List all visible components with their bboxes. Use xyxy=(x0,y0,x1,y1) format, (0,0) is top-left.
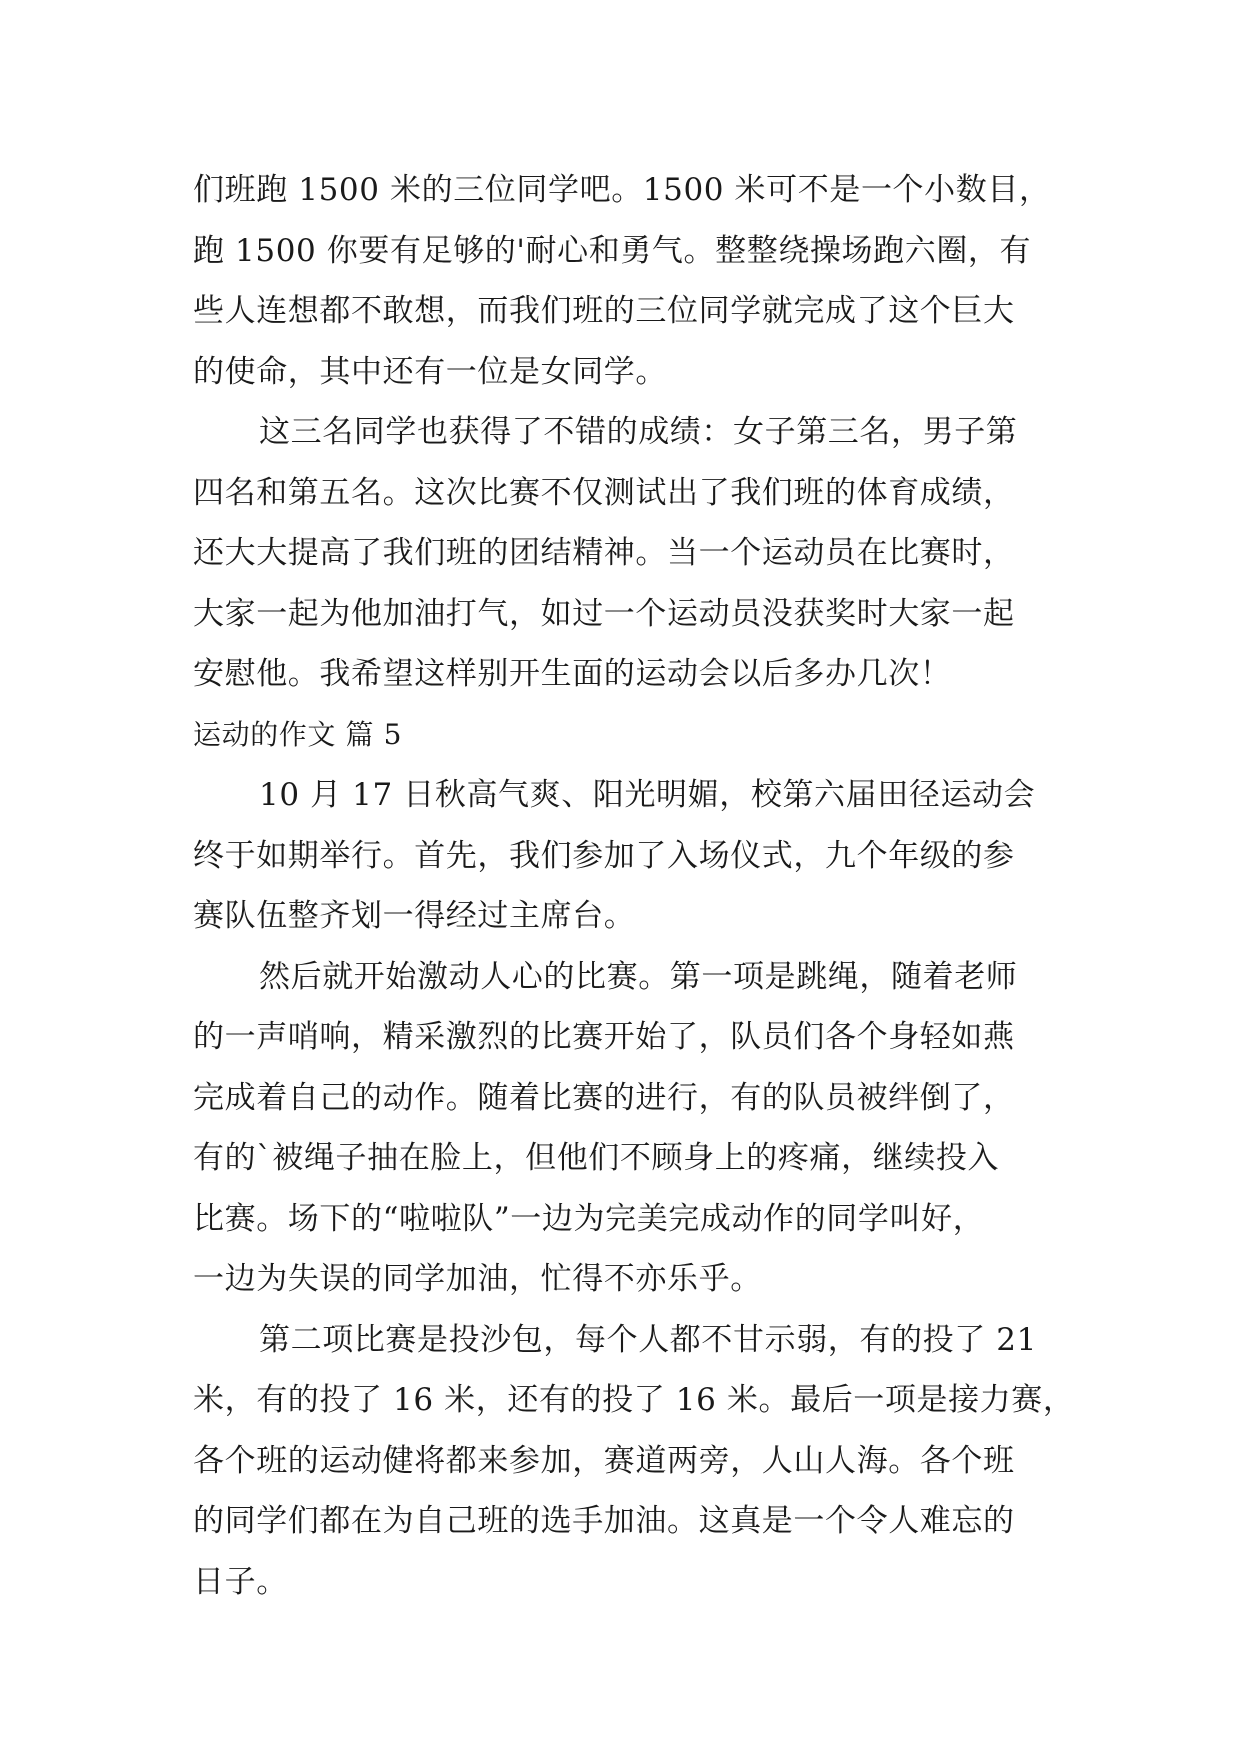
paragraph-line: 有的`被绳子抽在脸上，但他们不顾身上的疼痛，继续投入 xyxy=(193,1140,1000,1176)
paragraph-line: 这三名同学也获得了不错的成绩：女子第三名，男子第 xyxy=(259,414,1018,450)
paragraph-line: 跑 1500 你要有足够的'耐心和勇气。整整绕操场跑六圈，有 xyxy=(193,232,1032,269)
paragraph-line: 四名和第五名。这次比赛不仅测试出了我们班的体育成绩， xyxy=(193,474,1015,511)
paragraph-line: 赛队伍整齐划一得经过主席台。 xyxy=(193,898,636,934)
paragraph-line: 日子。 xyxy=(193,1563,288,1600)
paragraph-line: 第二项比赛是投沙包，每个人都不甘示弱，有的投了 21 xyxy=(259,1321,1037,1358)
paragraph-line: 各个班的运动健将都来参加，赛道两旁，人山人海。各个班 xyxy=(193,1442,1015,1479)
paragraph-line: 安慰他。我希望这样别开生面的运动会以后多办几次！ xyxy=(193,656,952,692)
paragraph-line: 比赛。场下的“啦啦队”一边为完美完成动作的同学叫好， xyxy=(193,1200,985,1237)
paragraph-line: 终于如期举行。首先，我们参加了入场仪式，九个年级的参 xyxy=(193,837,1015,874)
paragraph-line: 的一声哨响，精采激烈的比赛开始了，队员们各个身轻如燕 xyxy=(193,1019,1015,1055)
paragraph-line: 大家一起为他加油打气，如过一个运动员没获奖时大家一起 xyxy=(193,595,1015,632)
paragraph-line: 的使命，其中还有一位是女同学。 xyxy=(193,353,667,390)
document-page xyxy=(193,160,1075,1612)
paragraph-line: 们班跑 1500 米的三位同学吧。1500 米可不是一个小数目， xyxy=(193,172,1051,208)
section-heading: 运动的作文 篇 5 xyxy=(193,717,403,751)
paragraph-line: 一边为失误的同学加油，忙得不亦乐乎。 xyxy=(193,1261,762,1297)
paragraph-line: 然后就开始激动人心的比赛。第一项是跳绳，随着老师 xyxy=(259,958,1018,995)
paragraph-line: 米，有的投了 16 米，还有的投了 16 米。最后一项是接力赛， xyxy=(193,1382,1075,1418)
paragraph-line: 的同学们都在为自己班的选手加油。这真是一个令人难忘的 xyxy=(193,1503,1015,1539)
paragraph-line: 还大大提高了我们班的团结精神。当一个运动员在比赛时， xyxy=(193,535,1015,571)
paragraph-line: 10 月 17 日秋高气爽、阳光明媚，校第六届田径运动会 xyxy=(259,777,1036,813)
paragraph-line: 完成着自己的动作。随着比赛的进行，有的队员被绊倒了， xyxy=(193,1079,1015,1116)
paragraph-line: 些人连想都不敢想，而我们班的三位同学就完成了这个巨大 xyxy=(193,293,1015,329)
